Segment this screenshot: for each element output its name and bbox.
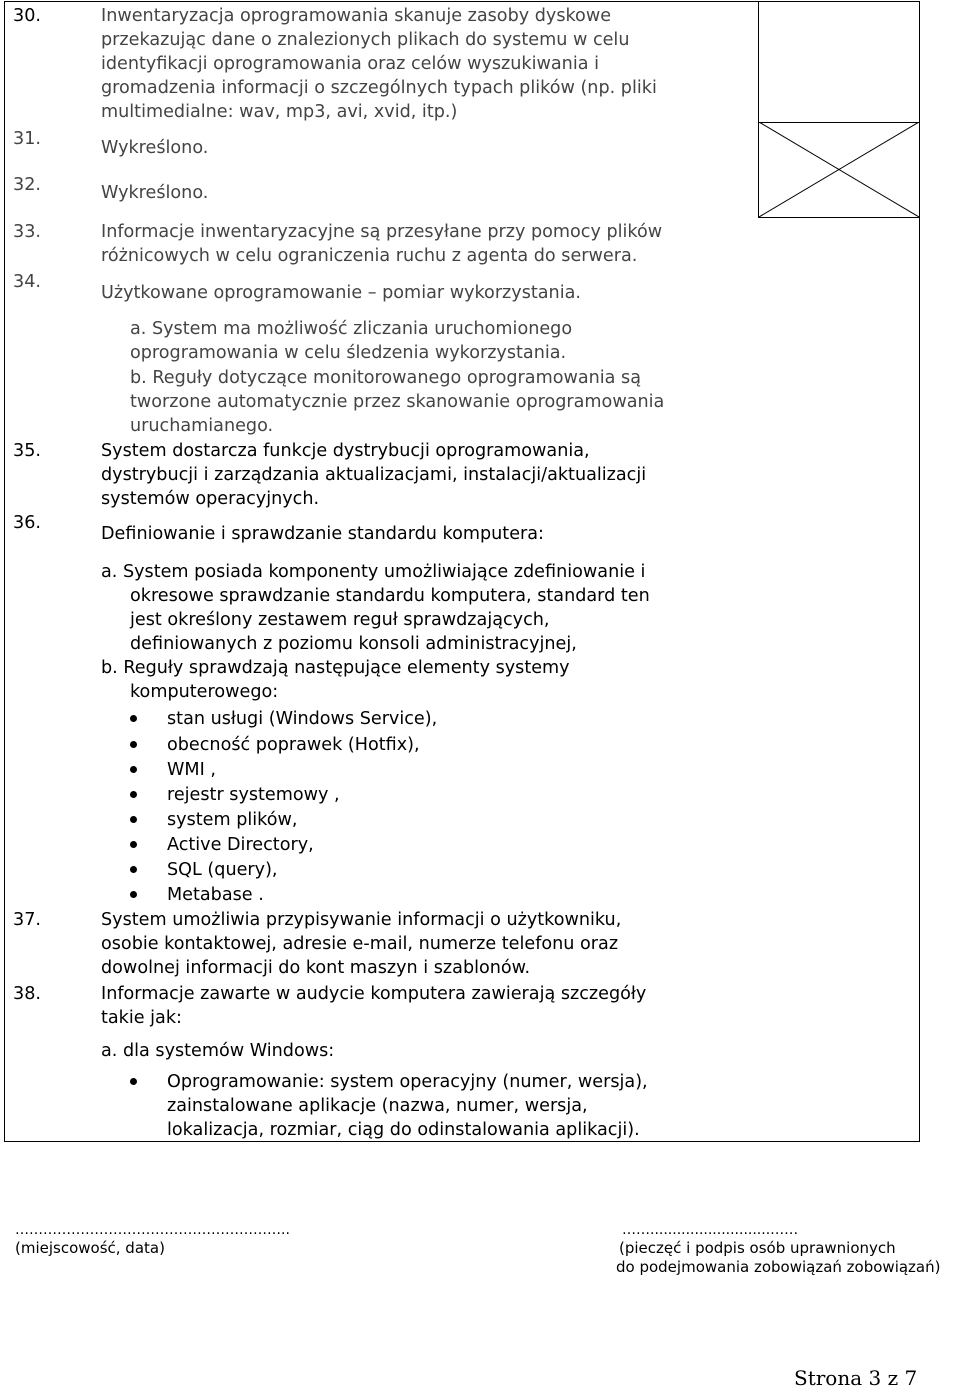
bullet-icon	[130, 816, 137, 823]
bullet-icon	[130, 891, 137, 898]
bullet-icon	[130, 866, 137, 873]
crossed-out-cell	[759, 122, 919, 217]
check-element-item: Metabase .	[167, 885, 264, 905]
audit-detail-line: lokalizacja, rozmiar, ciąg do odinstalowania aplikacji).	[167, 1120, 640, 1140]
item-34a-line: oprogramowania w celu śledzenia wykorzystania.	[130, 343, 567, 363]
item-number-36: 36.	[13, 513, 41, 533]
place-date-label: (miejscowość, data)	[15, 1239, 165, 1257]
item-37-line: osobie kontaktowej, adresie e-mail, numerze telefonu oraz	[101, 934, 619, 954]
item-number-31: 31.	[13, 129, 41, 149]
item-33-line: Informacje inwentaryzacyjne są przesyłane przy pomocy plików	[101, 222, 663, 242]
item-34b-line: tworzone automatycznie przez skanowanie oprogramowania	[130, 392, 665, 412]
item-33-line: różnicowych w celu ograniczenia ruchu z agenta do serwera.	[101, 246, 638, 266]
audit-detail-line: zainstalowane aplikacje (nazwa, numer, wersja,	[167, 1096, 588, 1116]
check-element-item: rejestr systemowy ,	[167, 785, 340, 805]
item-31-text: Wykreślono.	[101, 138, 209, 158]
item-30-line: przekazując dane o znalezionych plikach do systemu w celu	[101, 30, 630, 50]
place-date-dots: …………………………………………………..	[15, 1222, 290, 1238]
item-36a-line: definiowanych z poziomu konsoli administracyjnej,	[130, 634, 577, 654]
item-35-line: System dostarcza funkcje dystrybucji oprogramowania,	[101, 441, 590, 461]
check-element-item: stan usługi (Windows Service),	[167, 709, 438, 729]
signature-label-line: (pieczęć i podpis osób uprawnionych	[619, 1239, 896, 1257]
item-36a-line: jest określony zestawem reguł sprawdzających,	[130, 610, 550, 630]
item-36b-line: b. Reguły sprawdzają następujące elementy systemy	[101, 658, 570, 678]
item-30-line: Inwentaryzacja oprogramowania skanuje zasoby dyskowe	[101, 6, 612, 26]
item-36-text: Definiowanie i sprawdzanie standardu komputera:	[101, 524, 544, 544]
item-36a-line: a. System posiada komponenty umożliwiające zdefiniowanie i	[101, 562, 646, 582]
check-element-item: WMI ,	[167, 760, 216, 780]
item-number-38: 38.	[13, 984, 41, 1004]
item-37-line: System umożliwia przypisywanie informacji o użytkowniku,	[101, 910, 622, 930]
signature-label-line: do podejmowania zobowiązań zobowiązań)	[616, 1258, 941, 1276]
item-37-line: dowolnej informacji do kont maszyn i szablonów.	[101, 958, 531, 978]
audit-detail-line: Oprogramowanie: system operacyjny (numer, wersja),	[167, 1072, 648, 1092]
item-number-34: 34.	[13, 272, 41, 292]
item-34a-line: a. System ma możliwość zliczania uruchomionego	[130, 319, 573, 339]
item-36a-line: okresowe sprawdzanie standardu komputera, standard ten	[130, 586, 650, 606]
page-number: Strona 3 z 7	[794, 1366, 918, 1390]
item-35-line: dystrybucji i zarządzania aktualizacjami, instalacji/aktualizacji	[101, 465, 647, 485]
check-element-item: SQL (query),	[167, 860, 278, 880]
bullet-icon	[130, 841, 137, 848]
item-30-line: identyfikacji oprogramowania oraz celów wyszukiwania i	[101, 54, 599, 74]
bullet-icon	[130, 715, 137, 722]
item-number-35: 35.	[13, 441, 41, 461]
check-element-item: obecność poprawek (Hotfix),	[167, 735, 420, 755]
item-34b-line: uruchamianego.	[130, 416, 274, 436]
item-number-30: 30.	[13, 6, 41, 26]
item-38-line: Informacje zawarte w audycie komputera zawierają szczegóły	[101, 984, 647, 1004]
item-38a-text: a. dla systemów Windows:	[101, 1041, 335, 1061]
bullet-icon	[130, 791, 137, 798]
item-34-text: Użytkowane oprogramowanie – pomiar wykorzystania.	[101, 283, 581, 303]
item-32-text: Wykreślono.	[101, 183, 209, 203]
item-30-line: gromadzenia informacji o szczególnych typach plików (np. pliki	[101, 78, 657, 98]
signature-dots: ……...........................……	[622, 1222, 799, 1238]
bullet-icon	[130, 741, 137, 748]
item-36b-line: komputerowego:	[130, 682, 279, 702]
check-element-item: Active Directory,	[167, 835, 314, 855]
item-number-37: 37.	[13, 910, 41, 930]
item-30-line: multimedialne: wav, mp3, avi, xvid, itp.)	[101, 102, 458, 122]
bullet-icon	[130, 1078, 137, 1085]
table-row-divider	[758, 217, 919, 218]
item-number-32: 32.	[13, 175, 41, 195]
check-element-item: system plików,	[167, 810, 298, 830]
item-35-line: systemów operacyjnych.	[101, 489, 320, 509]
item-number-33: 33.	[13, 222, 41, 242]
bullet-icon	[130, 766, 137, 773]
item-38-line: takie jak:	[101, 1008, 182, 1028]
item-34b-line: b. Reguły dotyczące monitorowanego oprogramowania są	[130, 368, 641, 388]
